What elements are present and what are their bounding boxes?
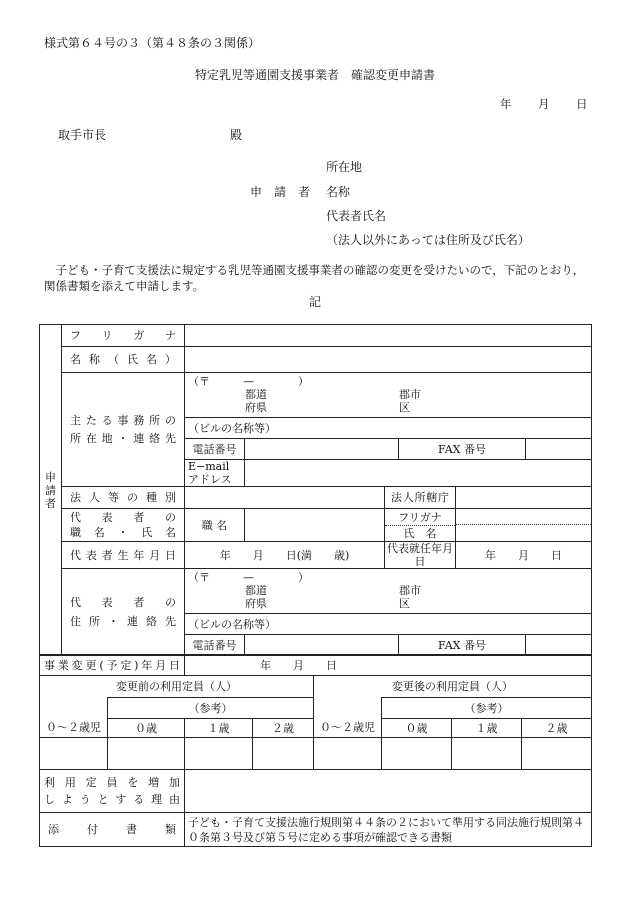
reason-label: 利用定員を増加 しようとする理由: [40, 770, 185, 813]
before-age-1-field[interactable]: [185, 738, 253, 770]
furigana-field[interactable]: [185, 325, 592, 347]
applicant-name-label: 名称: [326, 185, 351, 199]
office-phone-label: 電話番号: [185, 439, 245, 460]
rep-name-field[interactable]: [456, 509, 592, 542]
rep-gunshi-label-1: 郡市: [399, 584, 421, 597]
rep-birth-label: 代表者生年月日: [62, 542, 185, 569]
corp-office-label: 法人所轄庁: [385, 487, 456, 509]
ki-marker: 記: [308, 295, 321, 309]
after-age-0-2-header: ０～２歳児: [314, 719, 382, 738]
capacity-table: [39, 654, 592, 847]
intro-text: 子ども・子育て支援法に規定する乳児等通園支援事業者の確認の変更を受けたいので，下記のとおり，関係書類を添えて申請します。: [44, 263, 585, 293]
rep-phone-field[interactable]: [245, 635, 399, 656]
rep-todofuken-label-1: 都道: [245, 584, 267, 597]
email-label: E−mail アドレス: [185, 460, 245, 487]
office-fax-label: FAX 番号: [399, 439, 526, 460]
side-label-applicant: 申請者: [40, 325, 62, 656]
before-age-0-2-field[interactable]: [40, 738, 108, 770]
form-reference: 様式第６４号の３（第４８条の３関係）: [44, 36, 261, 50]
office-fax-field[interactable]: [526, 439, 592, 460]
rep-fax-label: FAX 番号: [399, 635, 526, 656]
office-building-field[interactable]: （ビルの名称等）: [185, 418, 592, 439]
rep-start-label: 代表就任年月日: [385, 542, 456, 569]
rep-birth-field[interactable]: 年 月 日(満 歳): [185, 542, 385, 569]
rep-postal-code-label: （〒 — ）: [188, 571, 309, 584]
office-label: 主たる事務所の 所在地・連絡先: [62, 373, 185, 487]
after-age-0-field[interactable]: [382, 738, 452, 770]
corp-type-field[interactable]: [185, 487, 385, 509]
email-field[interactable]: [245, 460, 592, 487]
change-date-field[interactable]: 年 月 日: [185, 655, 592, 676]
change-date-label: 事業変更(予定)年月日: [40, 655, 185, 676]
before-age-0-header: ０歳: [108, 719, 185, 738]
after-age-1-field[interactable]: [452, 738, 522, 770]
applicant-address-label: 所在地: [326, 160, 363, 174]
rep-phone-label: 電話番号: [185, 635, 245, 656]
after-capacity-header: 変更後の利用定員（人）: [314, 676, 592, 698]
rep-address-field[interactable]: [185, 569, 592, 614]
before-age02-spacer: [40, 698, 108, 719]
before-age-2-header: ２歳: [253, 719, 314, 738]
rep-gunshi-label-2: 区: [399, 597, 410, 610]
before-reference-label: （参考）: [108, 698, 314, 719]
honorific: 殿: [230, 128, 243, 142]
before-age-2-field[interactable]: [253, 738, 314, 770]
addressee: 取手市長: [58, 128, 107, 142]
attachment-label: 添 付 書 類: [40, 813, 185, 847]
applicant-rep-label: 代表者氏名: [326, 209, 387, 223]
corp-type-label: 法人等の種別: [62, 487, 185, 509]
rep-todofuken-label-2: 府県: [245, 597, 267, 610]
rep-building-field[interactable]: （ビルの名称等）: [185, 614, 592, 635]
applicant-note: （法人以外にあっては住所及び氏名）: [326, 233, 530, 247]
todofuken-label-2: 府県: [245, 401, 267, 414]
rep-position-label: 職 名: [185, 509, 245, 542]
date-day: 日: [576, 97, 588, 111]
postal-code-label: （〒 — ）: [188, 375, 309, 388]
after-age-0-2-field[interactable]: [314, 738, 382, 770]
before-capacity-header: 変更前の利用定員（人）: [40, 676, 314, 698]
name-label: 名称（氏名）: [62, 347, 185, 373]
after-reference-label: （参考）: [382, 698, 592, 719]
gunshi-label-2: 区: [399, 401, 410, 414]
before-age-0-2-header: ０～２歳児: [40, 719, 108, 738]
rep-start-field[interactable]: 年 月 日: [456, 542, 592, 569]
rep-address-label: 代表者の 住所・連絡先: [62, 569, 185, 656]
after-age-2-field[interactable]: [522, 738, 592, 770]
before-age-0-field[interactable]: [108, 738, 185, 770]
after-age-0-header: ０歳: [382, 719, 452, 738]
before-age-1-header: １歳: [185, 719, 253, 738]
name-field[interactable]: [185, 347, 592, 373]
date-month: 月: [538, 97, 550, 111]
furigana-label: フ リ ガ ナ: [62, 325, 185, 347]
rep-furigana-label: フリガナ 氏 名: [385, 509, 456, 542]
office-phone-field[interactable]: [245, 439, 399, 460]
office-address-field[interactable]: [185, 373, 592, 418]
document-title: 特定乳児等通園支援事業者 確認変更申請書: [194, 68, 435, 82]
rep-title-label: 代表者の 職名・氏名: [62, 509, 185, 542]
reason-field[interactable]: [185, 770, 592, 813]
rep-position-field[interactable]: [245, 509, 385, 542]
after-age-1-header: １歳: [452, 719, 522, 738]
after-age-2-header: ２歳: [522, 719, 592, 738]
rep-fax-field[interactable]: [526, 635, 592, 656]
corp-office-field[interactable]: [456, 487, 592, 509]
todofuken-label-1: 都道: [245, 388, 267, 401]
application-form-table: [39, 324, 592, 656]
applicant-label: 申 請 者: [250, 185, 311, 199]
date-year: 年: [500, 97, 512, 111]
attachment-text: 子ども・子育て支援法施行規則第４４条の２において準用する同法施行規則第４０条第３号及び第５号に定める事項が確認できる書類: [185, 813, 592, 847]
gunshi-label-1: 郡市: [399, 388, 421, 401]
after-age02-spacer: [314, 698, 382, 719]
